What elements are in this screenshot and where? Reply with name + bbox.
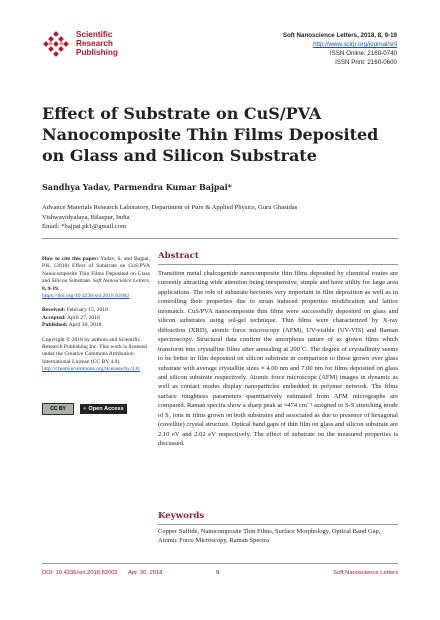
received-label: Received: (42, 307, 66, 314)
keywords-heading: Keywords (158, 511, 398, 525)
publisher-line: Research (76, 39, 113, 48)
cite-volume: 8, 9-19. (42, 285, 60, 292)
issn-online: ISSN Online: 2160-0740 (329, 50, 397, 57)
journal-url-link[interactable]: http://www.scirp.org/journal/snl (313, 41, 397, 48)
publisher-logo (76, 30, 118, 57)
abstract-heading: Abstract (158, 251, 398, 265)
journal-citation: Soft Nanoscience Letters, 2018, 8, 9-19 (282, 32, 397, 39)
dates-block (42, 307, 150, 329)
accepted-date: April 27, 2018 (67, 314, 100, 321)
published-label: Published: (42, 322, 68, 329)
copyright-block (42, 337, 150, 374)
footer-journal: Soft Nanoscience Letters (333, 570, 398, 576)
open-access-badge[interactable] (80, 404, 127, 414)
accepted-label: Accepted: (42, 314, 66, 321)
open-access-label: Open Access (88, 406, 124, 413)
abstract-text: Transition metal chalcogenide nanocomposite thin films deposited by chemical routes are currently attracting wide attention being inexpensive, simple and have utility for large area applications. The role of substrate becomes very important in film deposition as well as in controlling their properties due to strain induced properties modification and lattice mismatch. CuS/PVA nanocomposite thin films were successfully deposited on glass and silicon substrates using sol-gel technique. Thin films were characterized by X-ray diffraction (XRD), atomic force microscopy (AFM), UV-visible (UV-VIS) and Raman spectroscopy. Structural data confirm the amorphous nature of as grown films which transform into crystalline films after annealing at 200˚C. The degree of crystallinity seems to be better in film deposited on silicon substrate in comparison to those grown over glass substrate with average crystallite sizes ≈ 4.00 nm and 7.00 nm for films deposited on glass and silicon substrate respectively. Atomic force microscope (AFM) images in dynamic as well as contact modes display nanoparticles embedded in polymer network. The films surface roughness parameters quantitatively estimated from AFM micrographs are compared. Raman spectra show a sharp peak at ≈474 cm⁻¹ assigned to S-S stretching mode of S₂ ions in films grown on both substrates and associated as due to presence of hexagonal (covellite) crystal structure. Optical band gaps of thin film on glass and silicon substrate are 2.10 eV and 2.02 eV respectively. The effect of substrate on the measured properties is discussed. (158, 270, 398, 448)
cc-by-badge[interactable]: CC BY (42, 403, 74, 415)
author-list: Sandhya Yadav, Parmendra Kumar Bajpai* (42, 182, 232, 192)
paper-title: Effect of Substrate on CuS/PVA Nanocomposite Thin Films Deposited on Glass and Silicon Substrate (42, 104, 379, 165)
affiliation: Advance Materials Research Laboratory, Department of Pure & Applied Physics, Guru Ghasidas Vishwavidyalaya, Bilaspur, India (42, 204, 298, 221)
doi-link[interactable]: https://doi.org/10.4236/snl.2018.82002 (42, 293, 130, 300)
footer-date: Apr. 30, 2018 (128, 570, 163, 576)
scirp-logo-icon (42, 31, 70, 59)
journal-info (283, 31, 397, 67)
divider (42, 238, 398, 239)
issn-print: ISSN Print: 2160-0600 (335, 59, 397, 66)
lock-icon: ● (83, 406, 87, 413)
citation-block (42, 256, 150, 300)
copyright-text: Copyright © 2018 by authors and Scientific Research Publishing Inc. This work is licensed under the Creative Commons Attribution International License (CC BY 4.0). (42, 336, 147, 365)
license-link[interactable]: http://creativecommons.org/licenses/by/4.0/ (42, 366, 141, 373)
cite-label: How to cite this paper: (42, 256, 99, 262)
cite-journal: Soft Nanoscience Letters, (92, 278, 150, 285)
contact-email[interactable]: Email: *bajpai.pk1@gmail.com (42, 223, 127, 230)
published-date: April 30, 2018 (68, 322, 102, 329)
keywords-text: Copper Sulfide, Nanocomposite Thin Films, Surface Morphology, Optical Band Gap, Atomic Force Microscopy, Raman Spectra (158, 528, 381, 545)
license-badges (42, 400, 127, 418)
footer-divider (42, 563, 398, 564)
publisher-line: Scientific (76, 30, 113, 39)
received-date: February 15, 2018 (66, 307, 108, 314)
publisher-line: Publishing (76, 48, 118, 57)
article-sidebar (42, 256, 150, 381)
page-number: 9 (216, 570, 220, 576)
footer-doi[interactable]: DOI: 10.4236/snl.2018.82002 (42, 570, 118, 576)
cite-text: Yadav, S. and Bajpai, P.K. (2018) Effect of Substrate on CuS/PVA Nanocomposite Thin Films Deposited on Glass and Silicon Substrate. (42, 256, 150, 285)
